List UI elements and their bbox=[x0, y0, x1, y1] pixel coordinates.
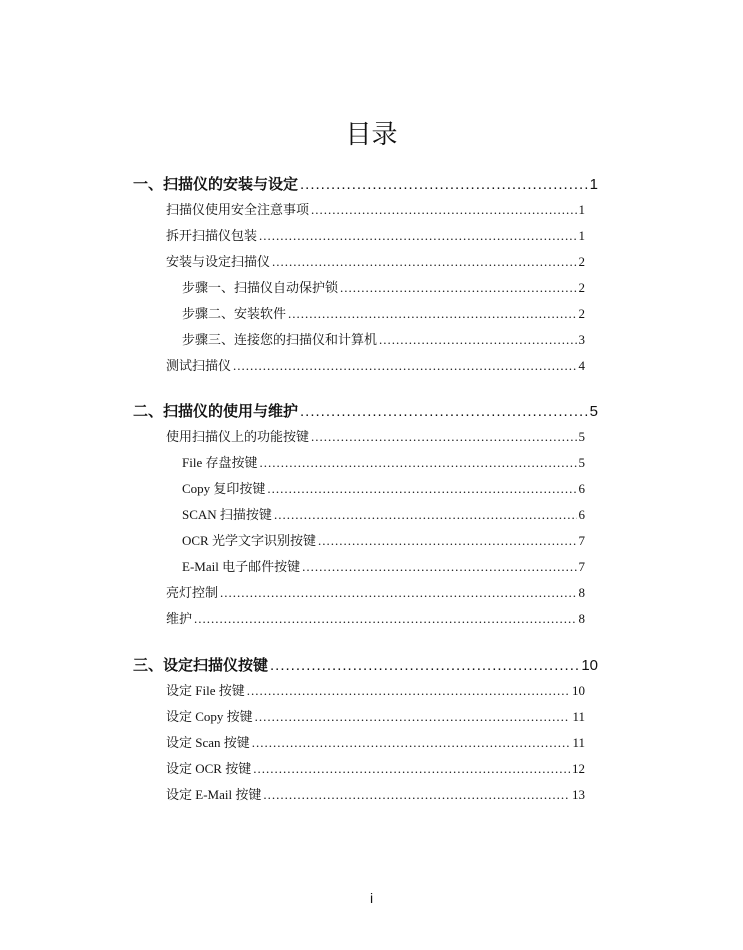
toc-entry-label: 设定 OCR 按键 bbox=[166, 761, 252, 776]
toc-page-number: 10 bbox=[581, 657, 598, 674]
toc-page-number: 3 bbox=[578, 332, 585, 347]
toc-leader-dots bbox=[259, 453, 576, 473]
toc-leader-dots bbox=[318, 531, 577, 551]
toc-leader-dots bbox=[300, 174, 588, 196]
toc-entry[interactable] bbox=[166, 226, 585, 246]
toc-subentry[interactable] bbox=[182, 278, 585, 298]
toc-leader-dots bbox=[267, 479, 576, 499]
toc-page-number: 11 bbox=[572, 709, 585, 724]
toc-entry[interactable] bbox=[166, 759, 585, 779]
toc-entry[interactable] bbox=[166, 427, 585, 447]
toc-page-number: 13 bbox=[572, 787, 585, 802]
toc-leader-dots bbox=[311, 427, 576, 447]
toc-title: 目录 bbox=[345, 120, 398, 150]
toc-subentry[interactable] bbox=[182, 453, 585, 473]
toc-entry[interactable] bbox=[166, 707, 585, 727]
toc-leader-dots bbox=[233, 356, 576, 376]
toc-entry-label: File 存盘按键 bbox=[182, 455, 258, 470]
toc-subentry[interactable] bbox=[182, 531, 585, 551]
toc-leader-dots bbox=[302, 557, 576, 577]
toc-leader-dots bbox=[263, 785, 570, 805]
toc-subentry[interactable] bbox=[182, 304, 585, 324]
toc-subentry[interactable] bbox=[182, 505, 585, 525]
toc-entry-label: SCAN 扫描按键 bbox=[182, 507, 272, 522]
toc-entry[interactable] bbox=[166, 733, 585, 753]
toc-leader-dots bbox=[270, 655, 579, 677]
toc-leader-dots bbox=[247, 681, 570, 701]
toc-section-label: 一、扫描仪的安装与设定 bbox=[133, 175, 299, 193]
toc-section-label: 三、设定扫描仪按键 bbox=[133, 656, 269, 674]
toc-entry-label: 安装与设定扫描仪 bbox=[166, 254, 271, 269]
toc-page-number: 6 bbox=[578, 507, 585, 522]
toc-section-3[interactable] bbox=[133, 654, 598, 676]
toc-page-number: 10 bbox=[572, 683, 585, 698]
toc-subentry[interactable] bbox=[182, 479, 585, 499]
toc-page-number: 4 bbox=[578, 358, 585, 373]
toc-leader-dots bbox=[194, 609, 576, 629]
toc-entry-label: 扫描仪使用安全注意事项 bbox=[166, 202, 310, 217]
toc-entry[interactable] bbox=[166, 785, 585, 805]
toc-page-number: 1 bbox=[578, 228, 585, 243]
toc-entry[interactable] bbox=[166, 583, 585, 603]
toc-entry-label: 亮灯控制 bbox=[166, 585, 219, 600]
toc-section-2[interactable] bbox=[133, 400, 598, 422]
toc-page-number: 1 bbox=[589, 176, 598, 193]
toc-page-number: 5 bbox=[578, 429, 585, 444]
toc-entry-label: 设定 File 按键 bbox=[166, 683, 245, 698]
toc-page-number: 8 bbox=[578, 611, 585, 626]
toc-page-number: 12 bbox=[572, 761, 585, 776]
toc-entry-label: 使用扫描仪上的功能按键 bbox=[166, 429, 310, 444]
toc-entry[interactable] bbox=[166, 609, 585, 629]
toc-page-number: 11 bbox=[572, 735, 585, 750]
toc-leader-dots bbox=[379, 330, 576, 350]
toc-page-number: 2 bbox=[578, 280, 585, 295]
toc-page-number: 6 bbox=[578, 481, 585, 496]
toc-leader-dots bbox=[272, 252, 576, 272]
toc-entry-label: 拆开扫描仪包装 bbox=[166, 228, 258, 243]
toc-leader-dots bbox=[252, 733, 571, 753]
toc-leader-dots bbox=[340, 278, 576, 298]
toc-section-label: 二、扫描仪的使用与维护 bbox=[133, 402, 299, 420]
toc-entry[interactable] bbox=[166, 356, 585, 376]
toc-page-number: 2 bbox=[578, 306, 585, 321]
toc-entry-label: OCR 光学文字识别按键 bbox=[182, 533, 316, 548]
toc-leader-dots bbox=[288, 304, 576, 324]
toc-entry-label: 步骤一、扫描仪自动保护锁 bbox=[182, 280, 339, 295]
toc-entry[interactable] bbox=[166, 681, 585, 701]
toc-page-number: 7 bbox=[578, 559, 585, 574]
toc-leader-dots bbox=[220, 583, 576, 603]
toc-page-number: 2 bbox=[578, 254, 585, 269]
toc-entry-label: 步骤三、连接您的扫描仪和计算机 bbox=[182, 332, 378, 347]
toc-section-1[interactable] bbox=[133, 173, 598, 195]
toc-entry-label: 步骤二、安装软件 bbox=[182, 306, 287, 321]
toc-leader-dots bbox=[259, 226, 576, 246]
toc-page-number: 5 bbox=[589, 403, 598, 420]
toc-entry-label: 设定 Scan 按键 bbox=[166, 735, 250, 750]
toc-page-number: 8 bbox=[578, 585, 585, 600]
toc-subentry[interactable] bbox=[182, 557, 585, 577]
toc-entry-label: 设定 Copy 按键 bbox=[166, 709, 253, 724]
toc-page-number: 7 bbox=[578, 533, 585, 548]
toc-leader-dots bbox=[253, 759, 570, 779]
toc-leader-dots bbox=[311, 200, 576, 220]
toc-entry-label: 测试扫描仪 bbox=[166, 358, 232, 373]
toc-entry[interactable] bbox=[166, 252, 585, 272]
toc-entry-label: E-Mail 电子邮件按键 bbox=[182, 559, 301, 574]
toc-leader-dots bbox=[255, 707, 571, 727]
toc-page-number: 1 bbox=[578, 202, 585, 217]
toc-page-number: 5 bbox=[578, 455, 585, 470]
toc-subentry[interactable] bbox=[182, 330, 585, 350]
toc-entry-label: 维护 bbox=[166, 611, 193, 626]
toc-entry[interactable] bbox=[166, 200, 585, 220]
footer-page-number: i bbox=[369, 890, 374, 906]
toc-entry-label: Copy 复印按键 bbox=[182, 481, 266, 496]
toc-leader-dots bbox=[300, 401, 588, 423]
toc-leader-dots bbox=[274, 505, 577, 525]
toc-entry-label: 设定 E-Mail 按键 bbox=[166, 787, 262, 802]
